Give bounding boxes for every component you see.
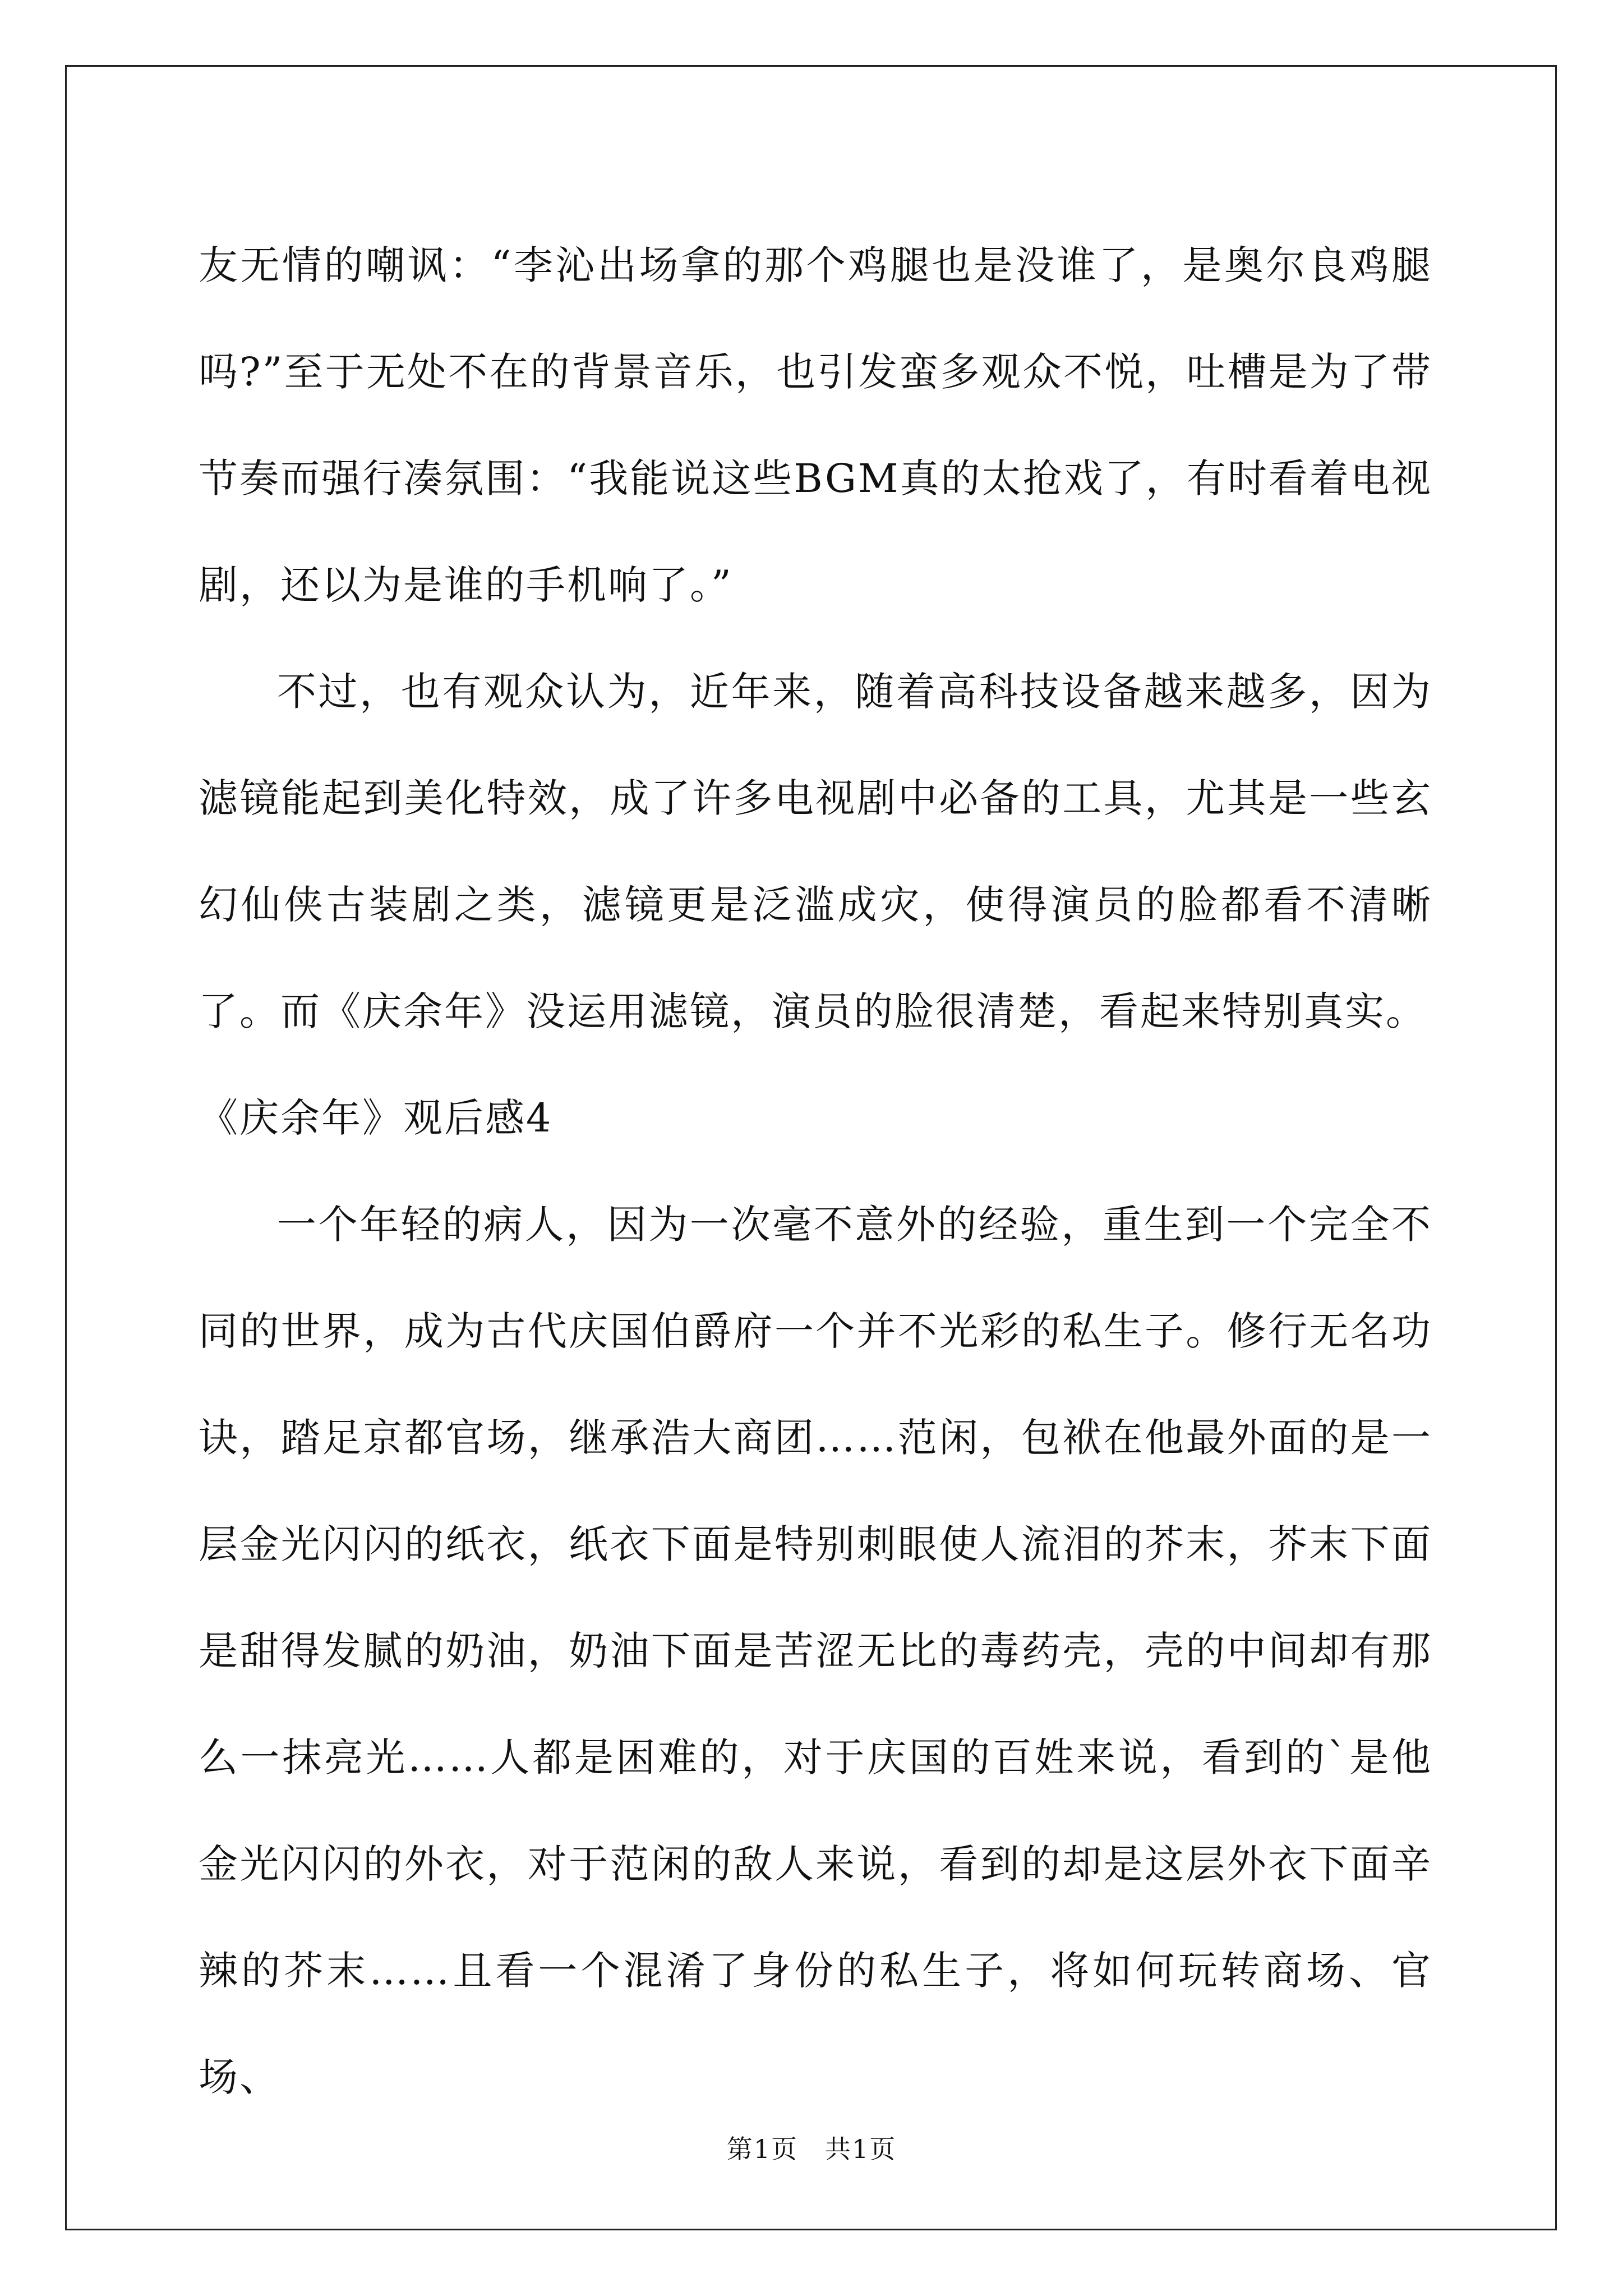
paragraph-2: 不过，也有观众认为，近年来，随着高科技设备越来越多，因为滤镜能起到美化特效，成了许多电视剧中必备的工具，尤其是一些玄幻仙侠古装剧之类，滤镜更是泛滥成灾，使得演员的脸都看不清晰了。而《庆余年》没运用滤镜，演员的脸很清楚，看起来特别真实。 (199, 669, 1432, 1034)
paragraph-3: 一个年轻的病人，因为一次毫不意外的经验，重生到一个完全不同的世界，成为古代庆国伯爵府一个并不光彩的私生子。修行无名功诀，踏足京都官场，继承浩大商团……范闲，包袱在他最外面的是一层金光闪闪的纸衣，纸衣下面是特别刺眼使人流泪的芥末，芥末下面是甜得发腻的奶油，奶油下面是苦涩无比的毒药壳，壳的中间却有那么一抹亮光……人都是困难的，对于庆国的百姓来说，看到的`是他金光闪闪的外衣，对于范闲的敌人来说，看到的却是这层外衣下面辛辣的芥末……且看一个混淆了身份的私生子，将如何玩转商场、官场、 (199, 1202, 1432, 2100)
paragraph-1: 友无情的嘲讽：“李沁出场拿的那个鸡腿也是没谁了，是奥尔良鸡腿吗?”至于无处不在的背景音乐，也引发蛮多观众不悦，吐槽是为了带节奏而强行凑氛围：“我能说这些BGM真的太抢戏了，有时看着电视剧，还以为是谁的手机响了。” (199, 242, 1432, 608)
document-body (199, 212, 1432, 2131)
page-footer: 第1页 共1页 (726, 2134, 897, 2164)
section-heading: 《庆余年》观后感4 (199, 1095, 553, 1141)
